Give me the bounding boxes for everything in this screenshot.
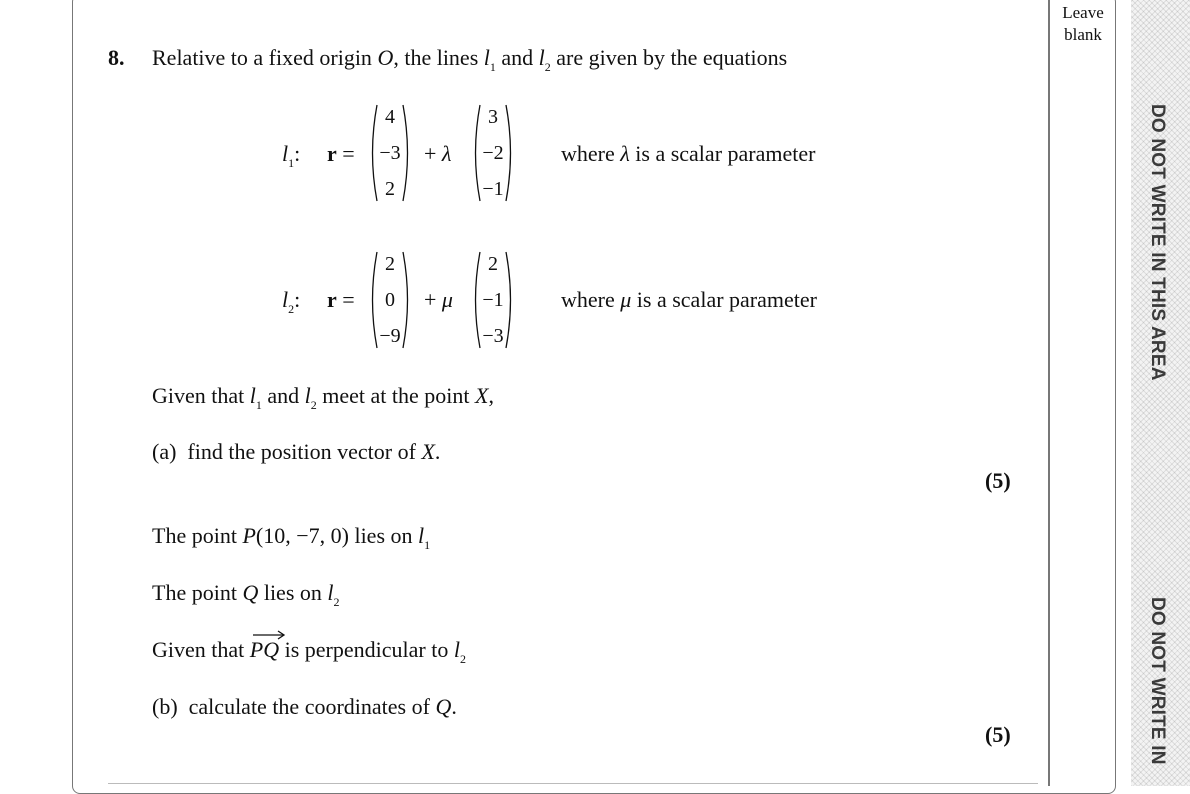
margin-divider — [1048, 0, 1050, 786]
do-not-write-notice: DO NOT WRITE IN — [1147, 597, 1168, 765]
line-1-label: $l_1$: — [282, 141, 301, 170]
direction-vector-l2 — [470, 250, 516, 350]
plus-parameter: + μ — [424, 287, 453, 312]
vector-component: 0 — [385, 289, 395, 311]
part-b-marks: (5) — [985, 722, 1011, 747]
question-number: 8. — [108, 45, 125, 70]
question-intro: Relative to a fixed origin O, the lines $l_1$ and $l_2$ are given by the equations — [152, 45, 788, 74]
vector-component: 4 — [385, 106, 395, 128]
vector-component: −9 — [379, 325, 401, 347]
vector-component: −1 — [482, 178, 504, 200]
direction-vector-l1 — [470, 103, 516, 203]
given-intersection: Given that $l_1$ and $l_2$ meet at the point X, — [152, 383, 494, 412]
r-equals: r = — [327, 287, 355, 312]
vector-pq: PQ — [250, 637, 279, 663]
point-q-statement: The point Q lies on $l_2$ — [152, 580, 340, 609]
vector-component: −3 — [379, 142, 401, 164]
bottom-rule — [108, 783, 1038, 784]
position-vector-l2 — [367, 250, 413, 350]
perpendicular-statement: Given that PQ is perpendicular to $l_2$ — [152, 637, 466, 663]
do-not-write-notice: DO NOT WRITE IN THIS AREA — [1147, 104, 1168, 381]
part-b: (b) calculate the coordinates of Q. — [152, 694, 457, 719]
vector-component: 2 — [385, 253, 395, 275]
part-a-marks: (5) — [985, 468, 1011, 493]
parameter-note-l2: where μ is a scalar parameter — [561, 287, 817, 312]
vector-component: −1 — [482, 289, 504, 311]
point-p-statement: The point P(10, −7, 0) lies on $l_1$ — [152, 523, 431, 552]
position-vector-l1 — [367, 103, 413, 203]
vector-component: −3 — [482, 325, 504, 347]
vector-component: 2 — [488, 253, 498, 275]
vector-component: 2 — [385, 178, 395, 200]
r-equals: r = — [327, 141, 355, 166]
parameter-note-l1: where λ is a scalar parameter — [561, 141, 816, 166]
vector-component: 3 — [488, 106, 498, 128]
vector-arrow-icon — [250, 629, 288, 641]
leave-blank-label: Leave blank — [1062, 3, 1104, 44]
plus-parameter: + λ — [424, 141, 452, 166]
vector-component: −2 — [482, 142, 504, 164]
line-2-label: $l_2$: — [282, 287, 301, 316]
part-a: (a) find the position vector of X. — [152, 439, 441, 464]
